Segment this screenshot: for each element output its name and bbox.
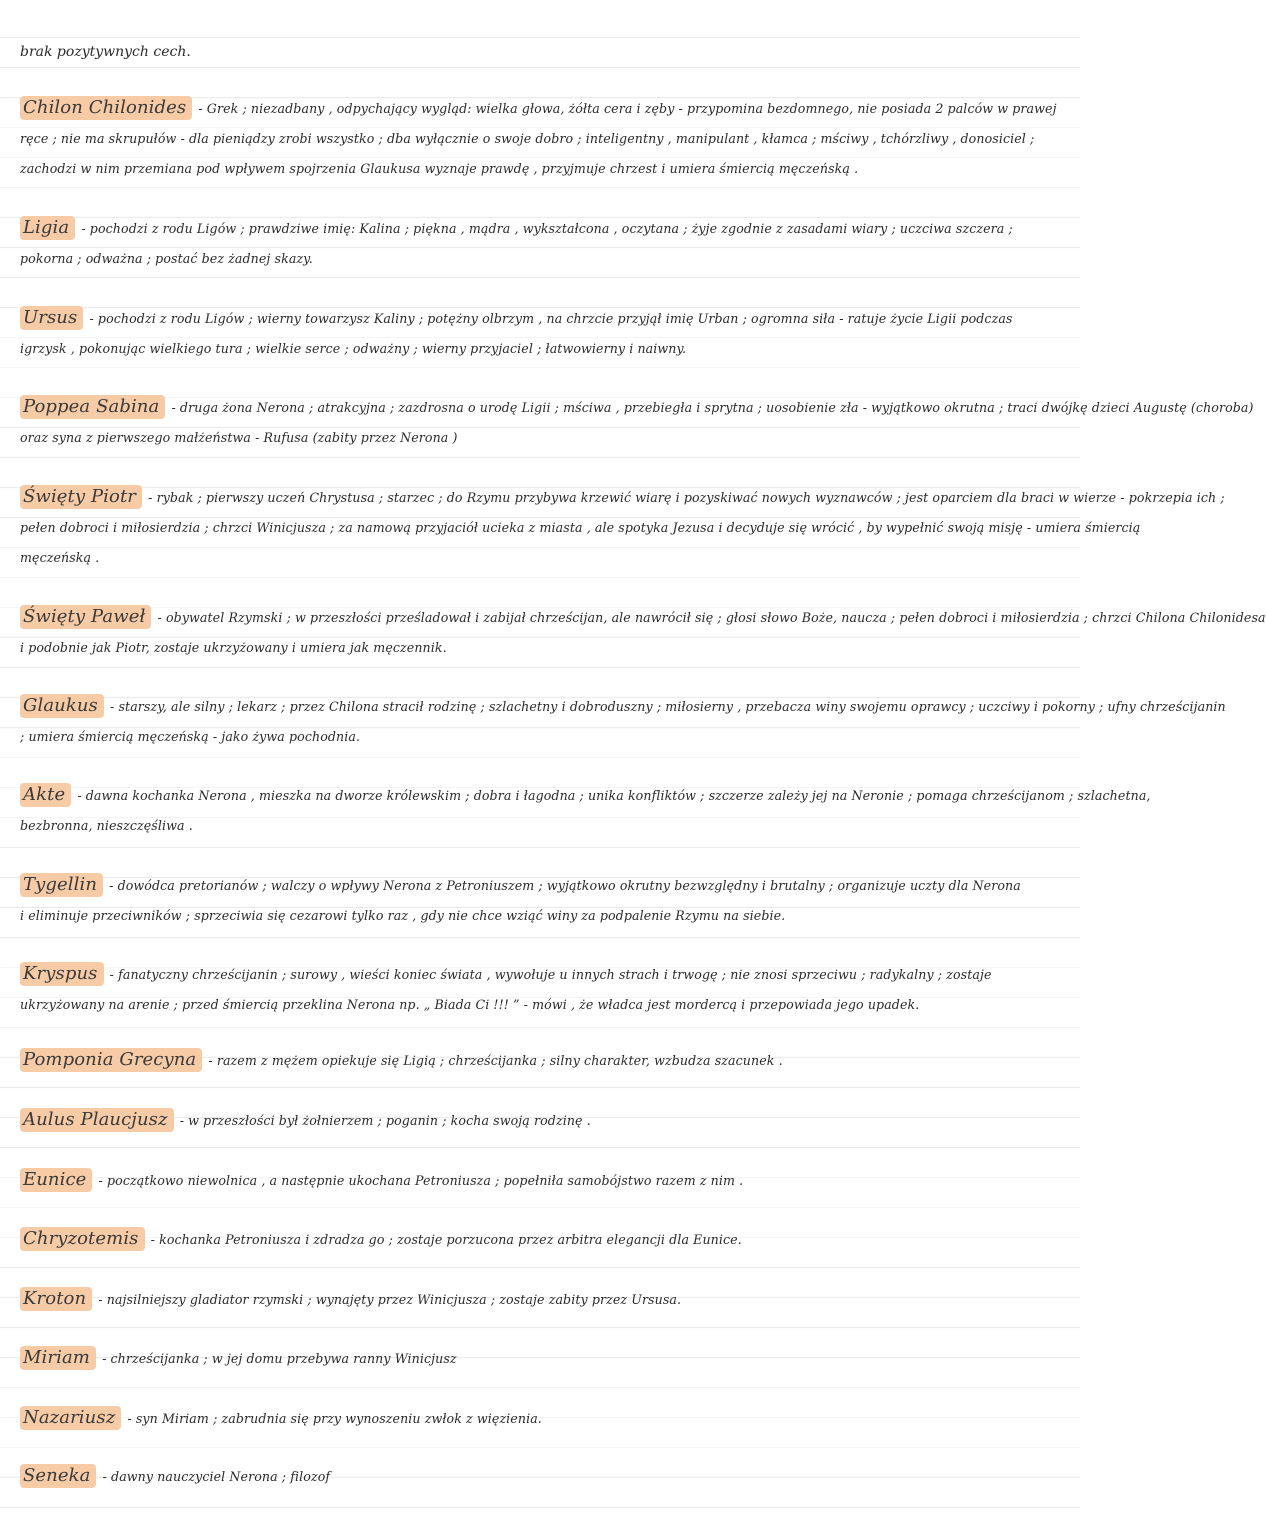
entry-text: i eliminuje przeciwników ; sprzeciwia się cezarowi tylko raz , gdy nie chce wziąć winy za podpalenie Rzymu na siebie. xyxy=(20,908,786,923)
character-name: Seneka xyxy=(20,1464,96,1488)
entry-text: - druga żona Nerona ; atrakcyjna ; zazdrosna o urodę Ligii ; mściwa , przebiegła i sprytna ; uosobienie zła - wyjątkowo okrutna ; traci dwójkę dzieci Augustę (choroba) xyxy=(171,400,1254,415)
entry-text: - obywatel Rzymski ; w przeszłości prześladował i zabijał chrześcijan, ale nawrócił się ; głosi słowo Boże, naucza ; pełen dobroci i miłosierdzia ; chrzci Chilona Chilonidesa xyxy=(157,610,1266,625)
entry-text: - starszy, ale silny ; lekarz ; przez Chilona stracił rodzinę ; szlachetny i dobroduszny ; miłosierny , przebacza winy swojemu oprawcy ; uczciwy i pokorny ; ufny chrześcijanin xyxy=(110,699,1226,714)
character-name: Eunice xyxy=(20,1168,92,1192)
entry-pawel xyxy=(20,603,1266,663)
entry-kryspus xyxy=(20,960,1062,1020)
entry-text: - syn Miriam ; zabrudnia się przy wynoszeniu zwłok z więzienia. xyxy=(127,1411,542,1426)
character-name: Ligia xyxy=(20,216,75,240)
entry-text: - pochodzi z rodu Ligów ; wierny towarzysz Kaliny ; potężny olbrzym , na chrzcie przyjął imię Urban ; ogromna siła - ratuje życie Ligii podczas xyxy=(89,311,1013,326)
character-name: Miriam xyxy=(20,1346,96,1370)
entry-eunice xyxy=(20,1166,1062,1196)
entry-text: pełen dobroci i miłosierdzia ; chrzci Winicjusza ; za namową przyjaciół ucieka z miasta , ale spotyka Jezusa i decyduje się wrócić , by wypełnić swoją misję - umiera śmiercią xyxy=(20,520,1141,535)
entry-aulus xyxy=(20,1106,1062,1136)
entry-seneka xyxy=(20,1462,1062,1492)
entry-chilon xyxy=(20,94,1062,184)
entry-text: - Grek ; niezadbany , odpychający wygląd: wielka głowa, żółta cera i zęby - przypomina bezdomnego, nie posiada 2 palców w prawej xyxy=(198,101,1057,116)
entry-kroton xyxy=(20,1285,1062,1315)
character-name: Tygellin xyxy=(20,873,103,897)
character-name: Chilon Chilonides xyxy=(20,96,192,120)
character-name: Poppea Sabina xyxy=(20,395,165,419)
character-name: Nazariusz xyxy=(20,1406,121,1430)
entry-text: - dawny nauczyciel Nerona ; filozof xyxy=(102,1469,331,1484)
character-name: Święty Piotr xyxy=(20,485,142,509)
character-name: Glaukus xyxy=(20,694,104,718)
entry-text: igrzysk , pokonując wielkiego tura ; wielkie serce ; odważny ; wierny przyjaciel ; łatwowierny i naiwny. xyxy=(20,341,687,356)
entry-poppea xyxy=(20,393,1254,453)
entry-pomponia xyxy=(20,1046,1062,1076)
character-name: Chryzotemis xyxy=(20,1227,145,1251)
entry-text: - fanatyczny chrześcijanin ; surowy , wieści koniec świata , wywołuje u innych strach i trwogę ; nie znosi sprzeciwu ; radykalny ; zostaje xyxy=(109,967,992,982)
entry-text: ; umiera śmiercią męczeńską - jako żywa pochodnia. xyxy=(20,729,361,744)
character-name: Kroton xyxy=(20,1287,92,1311)
entry-ursus xyxy=(20,304,1062,364)
entry-text: męczeńską . xyxy=(20,550,100,565)
entry-nazariusz xyxy=(20,1404,1062,1434)
entry-text: - dowódca pretorianów ; walczy o wpływy Nerona z Petroniuszem ; wyjątkowo okrutny bezwzględny i brutalny ; organizuje uczty dla Nerona xyxy=(109,878,1021,893)
entry-text: ręce ; nie ma skrupułów - dla pieniądzy zrobi wszystko ; dba wyłącznie o swoje dobro ; inteligentny , manipulant , kłamca ; mściwy , tchórzliwy , donosiciel ; xyxy=(20,131,1035,146)
entry-text: pokorna ; odważna ; postać bez żadnej skazy. xyxy=(20,251,313,266)
character-name: Święty Paweł xyxy=(20,605,151,629)
character-name: Kryspus xyxy=(20,962,104,986)
entry-text: zachodzi w nim przemiana pod wpływem spojrzenia Glaukusa wyznaje prawdę , przyjmuje chrzest i umiera śmiercią męczeńską . xyxy=(20,161,859,176)
entry-text: - chrześcijanka ; w jej domu przebywa ranny Winicjusz xyxy=(102,1351,457,1366)
entry-text: - kochanka Petroniusza i zdradza go ; zostaje porzucona przez arbitra elegancji dla Eunice. xyxy=(150,1232,742,1247)
entry-text: oraz syna z pierwszego małżeństwa - Rufusa (zabity przez Nerona ) xyxy=(20,430,458,445)
entry-text: - razem z mężem opiekuje się Ligią ; chrześcijanka ; silny charakter, wzbudza szacunek . xyxy=(208,1053,783,1068)
entry-text: - pochodzi z rodu Ligów ; prawdziwe imię: Kalina ; piękna , mądra , wykształcona , oczytana ; żyje zgodnie z zasadami wiary ; uczciwa szczera ; xyxy=(81,221,1013,236)
entry-text: - rybak ; pierwszy uczeń Chrystusa ; starzec ; do Rzymu przybywa krzewić wiarę i pozyskiwać nowych wyznawców ; jest oparciem dla braci w wierze - pokrzepia ich ; xyxy=(148,490,1225,505)
entry-piotr xyxy=(20,483,1225,573)
entry-akte xyxy=(20,781,1151,841)
entry-text: - dawna kochanka Nerona , mieszka na dworze królewskim ; dobra i łagodna ; unika konfliktów ; szczerze zależy jej na Neronie ; pomaga chrześcijanom ; szlachetna, xyxy=(77,788,1151,803)
character-name: Akte xyxy=(20,783,71,807)
entry-ligia xyxy=(20,214,1062,274)
entry-text: ukrzyżowany na arenie ; przed śmiercią przeklina Nerona np. „ Biada Ci !!! ” - mówi , że władca jest mordercą i przepowiada jego upadek. xyxy=(20,997,920,1012)
entry-text: i podobnie jak Piotr, zostaje ukrzyżowany i umiera jak męczennik. xyxy=(20,640,447,655)
entry-miriam xyxy=(20,1344,1062,1374)
entry-text: - najsilniejszy gladiator rzymski ; wynajęty przez Winicjusza ; zostaje zabity przez Ursusa. xyxy=(98,1292,682,1307)
entry-glaukus xyxy=(20,692,1226,752)
entry-tygellin xyxy=(20,871,1062,931)
entry-text: - początkowo niewolnica , a następnie ukochana Petroniusza ; popełniła samobójstwo razem z nim . xyxy=(98,1173,744,1188)
entry-chryzotemis xyxy=(20,1225,1062,1255)
entry-text: - w przeszłości był żołnierzem ; poganin ; kocha swoją rodzinę . xyxy=(179,1113,591,1128)
entry-text: bezbronna, nieszczęśliwa . xyxy=(20,818,193,833)
character-name: Pomponia Grecyna xyxy=(20,1048,202,1072)
character-name: Aulus Plaucjusz xyxy=(20,1108,174,1132)
character-name: Ursus xyxy=(20,306,83,330)
intro-text: brak pozytywnych cech. xyxy=(20,44,191,60)
